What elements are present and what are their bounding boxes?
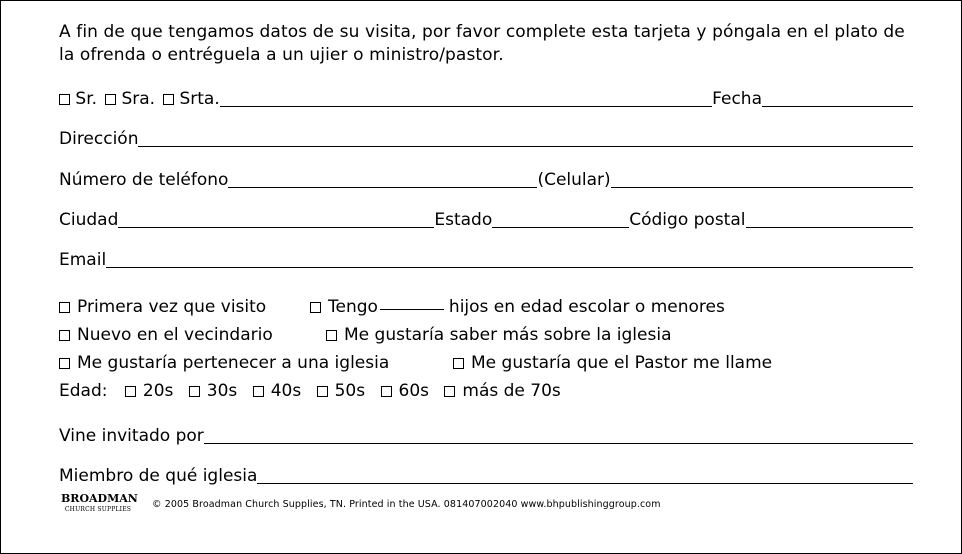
edad-checkbox[interactable] — [125, 386, 136, 397]
saber-mas-label: Me gustaría saber más sobre la iglesia — [344, 325, 672, 345]
copyright-footer: © 2005 Broadman Church Supplies, TN. Printed in the USA. 081407002040 www.bhpublishinggroup.com — [152, 499, 661, 510]
nuevo-label: Nuevo en el vecindario — [77, 325, 273, 345]
pertenecer-label: Me gustaría pertenecer a una iglesia — [77, 353, 390, 373]
edad-choice-label: 50s — [334, 381, 366, 401]
estado-field[interactable] — [492, 227, 629, 228]
sr-checkbox[interactable] — [59, 94, 70, 105]
sra-option[interactable] — [105, 89, 155, 109]
nuevo-option[interactable] — [59, 325, 273, 345]
codigo-label: Código postal — [629, 210, 746, 230]
invitado-field[interactable] — [204, 443, 913, 444]
hijos-label: hijos en edad escolar o menores — [448, 297, 725, 317]
hijos-checkbox[interactable] — [310, 302, 321, 313]
edad-option-40s[interactable] — [253, 381, 302, 401]
email-field[interactable] — [106, 267, 913, 268]
edad-choice-label: 20s — [142, 381, 174, 401]
edad-row — [59, 381, 561, 401]
direccion-label: Dirección — [59, 129, 139, 149]
logo-name: BROADMAN — [61, 492, 138, 505]
estado-label: Estado — [434, 210, 493, 230]
edad-option-30s[interactable] — [189, 381, 238, 401]
srta-label: Srta. — [179, 89, 220, 109]
primera-vez-label: Primera vez que visito — [77, 297, 267, 317]
invitado-label: Vine invitado por — [59, 426, 204, 446]
edad-checkbox[interactable] — [189, 386, 200, 397]
pastor-checkbox[interactable] — [453, 358, 464, 369]
pertenecer-option[interactable] — [59, 353, 389, 373]
edad-option-70s[interactable] — [444, 381, 560, 401]
edad-choice-label: más de 70s — [462, 381, 561, 401]
edad-label: Edad: — [59, 381, 108, 401]
title-row — [59, 85, 913, 109]
edad-checkbox[interactable] — [381, 386, 392, 397]
edad-option-60s[interactable] — [381, 381, 430, 401]
saber-mas-option[interactable] — [326, 325, 672, 345]
edad-choice-label: 60s — [398, 381, 429, 401]
edad-checkbox[interactable] — [444, 386, 455, 397]
pastor-option[interactable] — [453, 353, 772, 373]
ciudad-label: Ciudad — [59, 210, 119, 230]
celular-label: (Celular) — [537, 170, 611, 190]
codigo-field[interactable] — [746, 227, 914, 228]
tengo-label: Tengo — [328, 297, 378, 317]
logo-subtitle: CHURCH SUPPLIES — [64, 506, 132, 513]
hijos-count-field[interactable] — [380, 309, 444, 310]
direccion-field[interactable] — [138, 146, 913, 147]
direccion-row — [59, 125, 913, 149]
edad-option-20s[interactable] — [125, 381, 174, 401]
edad-checkbox[interactable] — [253, 386, 264, 397]
email-row — [59, 246, 913, 270]
primera-vez-checkbox[interactable] — [59, 302, 70, 313]
saber-mas-checkbox[interactable] — [326, 330, 337, 341]
name-field[interactable] — [220, 106, 712, 107]
edad-choice-label: 30s — [206, 381, 238, 401]
sra-label: Sra. — [121, 89, 156, 109]
telefono-field[interactable] — [228, 187, 537, 188]
edad-choice-label: 40s — [270, 381, 302, 401]
srta-checkbox[interactable] — [163, 94, 174, 105]
pastor-label: Me gustaría que el Pastor me llame — [471, 353, 773, 373]
fecha-field[interactable] — [762, 106, 913, 107]
nuevo-checkbox[interactable] — [59, 330, 70, 341]
sra-checkbox[interactable] — [105, 94, 116, 105]
srta-option[interactable] — [163, 89, 220, 109]
ciudad-row — [59, 206, 913, 230]
edad-checkbox[interactable] — [317, 386, 328, 397]
edad-option-50s[interactable] — [317, 381, 366, 401]
pertenecer-checkbox[interactable] — [59, 358, 70, 369]
miembro-label: Miembro de qué iglesia — [59, 466, 258, 486]
ciudad-field[interactable] — [118, 227, 434, 228]
invitado-row — [59, 422, 913, 446]
sr-option[interactable] — [59, 89, 97, 109]
hijos-option[interactable] — [310, 297, 725, 317]
broadman-logo — [61, 492, 138, 514]
fecha-label: Fecha — [712, 89, 762, 109]
sr-label: Sr. — [75, 89, 98, 109]
intro-text: A fin de que tengamos datos de su visita, por favor complete esta tarjeta y póngala en el plato de la ofrenda o entréguela a un ujier o ministro/pastor. — [59, 22, 905, 65]
miembro-field[interactable] — [257, 483, 913, 484]
telefono-label: Número de teléfono — [59, 170, 229, 190]
telefono-row — [59, 166, 913, 190]
primera-vez-option[interactable] — [59, 297, 266, 317]
celular-field[interactable] — [611, 187, 913, 188]
miembro-row — [59, 462, 913, 486]
email-label: Email — [59, 250, 107, 270]
